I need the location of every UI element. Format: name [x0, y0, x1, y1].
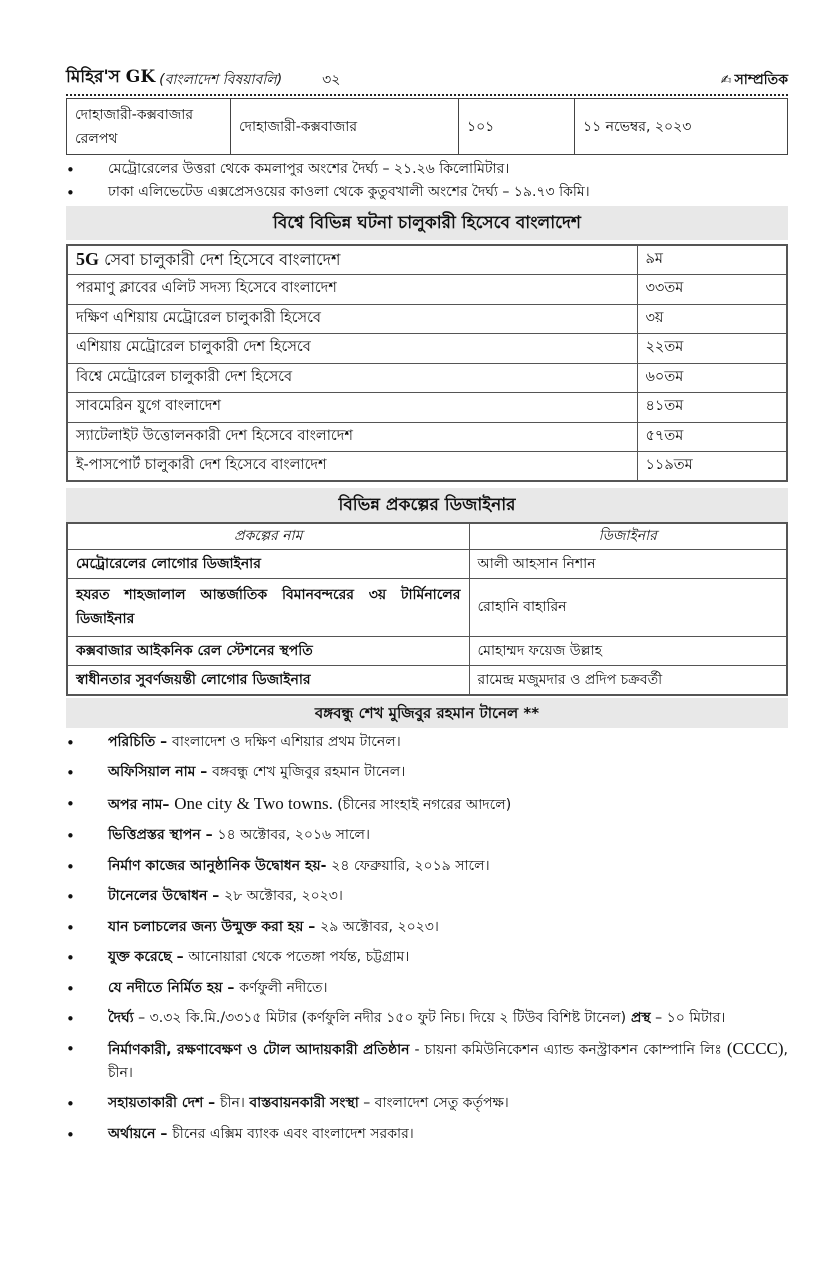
fact-key: টানেলের উদ্বোধন — [108, 888, 208, 904]
document-page — [66, 67, 788, 1153]
list-item: • টানেলের উদ্বোধন – ২৮ অক্টোবর, ২০২৩। — [66, 885, 788, 908]
list-item: • যান চলাচলের জন্য উন্মুক্ত করা হয় – ২৯ অক্টোবর, ২০২৩। — [66, 916, 788, 939]
fact-key: যান চলাচলের জন্য উন্মুক্ত করা হয় — [108, 918, 304, 935]
list-item: • সহায়তাকারী দেশ – চীন। বাস্তবায়নকারী সংস্থা – বাংলাদেশ সেতু কর্তৃপক্ষ। — [66, 1092, 788, 1115]
rank-value: ৬০তম — [637, 363, 787, 393]
section-label — [721, 68, 788, 92]
top-bullet-list — [66, 158, 788, 204]
fact-key: নির্মাণ কাজের আনুষ্ঠানিক উদ্বোধন হয় — [108, 857, 321, 874]
table-row — [67, 452, 787, 482]
rank-value: ২২তম — [637, 334, 787, 364]
fact-value: চীনের এক্সিম ব্যাংক এবং বাংলাদেশ সরকার। — [172, 1125, 414, 1142]
book-subtitle: (বাংলাদেশ বিষয়াবলি) — [159, 72, 283, 88]
list-item: • মেট্রোরেলের উত্তরা থেকে কমলাপুর অংশের দৈর্ঘ্য – ২১.২৬ কিলোমিটার। — [66, 158, 788, 181]
page-number: ৩২ — [322, 72, 341, 88]
rank-value: ৩৩তম — [637, 275, 787, 305]
fact-value-en: (CCCC) — [726, 1039, 784, 1058]
column-header-project: প্রকল্পের নাম — [67, 523, 469, 549]
list-item: • নির্মাণকারী, রক্ষণাবেক্ষণ ও টোল আদায়কারী প্রতিষ্ঠান - চায়না কমিউনিকেশন এ্যান্ড কনস্ট্রাকশন কোম্পানি লিঃ (CCCC), চীন। — [66, 1037, 788, 1085]
project-name: মেট্রোরেলের লোগোর ডিজাইনার — [67, 549, 469, 578]
fact-value: চীন। — [219, 1095, 250, 1111]
fact-key: পরিচিতি — [108, 733, 156, 750]
tunnel-facts-list — [66, 731, 788, 1146]
fact-value: ৩.৩২ কি.মি./৩৩১৫ মিটার (কর্ণফুলি নদীর ১৫০ ফুট নিচ। দিয়ে ২ টিউব বিশিষ্ট টানেল) — [149, 1010, 627, 1026]
fact-key: ভিত্তিপ্রস্তর স্থাপন — [108, 827, 201, 843]
designer-name: মোহাম্মদ ফয়েজ উল্লাহ — [469, 636, 787, 665]
table-row — [67, 99, 788, 155]
fact-value: (চীনের সাংহাই নগরের আদলে) — [332, 796, 512, 813]
table-row — [67, 275, 787, 305]
fact-value: ২৪ ফেব্রুয়ারি, ২০১৯ সালে। — [331, 857, 490, 874]
table-row — [67, 549, 787, 578]
fact-key-2: প্রস্থ — [626, 1010, 651, 1026]
railway-project: দোহাজারী-কক্সবাজার রেলপথ — [67, 99, 231, 155]
section-label-text: সাম্প্রতিক — [734, 72, 788, 88]
fact-key: অর্থায়নে — [108, 1125, 156, 1142]
rank-value: ৯ম — [637, 245, 787, 275]
rank-label: স্যাটেলাইট উত্তোলনকারী দেশ হিসেবে বাংলাদেশ — [67, 422, 637, 452]
section-heading-tunnel: বঙ্গবন্ধু শেখ মুজিবুর রহমান টানেল ** — [66, 698, 788, 728]
fact-value: ২৯ অক্টোবর, ২০২৩। — [320, 918, 439, 935]
designer-table — [66, 522, 788, 696]
page-header — [66, 67, 788, 96]
table-header-row — [67, 523, 787, 549]
fact-value: বাংলাদেশ ও দক্ষিণ এশিয়ার প্রথম টানেল। — [172, 733, 401, 750]
fact-value-2: – বাংলাদেশ সেতু কর্তৃপক্ষ। — [358, 1095, 509, 1111]
column-header-designer: ডিজাইনার — [469, 523, 787, 549]
project-name: স্বাধীনতার সুবর্ণজয়ন্তী লোগোর ডিজাইনার — [67, 665, 469, 695]
rank-label: 5G সেবা চালুকারী দেশ হিসেবে বাংলাদেশ — [67, 245, 637, 275]
fact-value-tail: , চীন। — [108, 1042, 788, 1081]
rank-label: এশিয়ায় মেট্রোরেল চালুকারী দেশ হিসেবে — [67, 334, 637, 364]
project-name: হযরত শাহজালাল আন্তর্জাতিক বিমানবন্দরের ৩য় টার্মিনালের ডিজাইনার — [67, 578, 469, 636]
rank-value: ৪১তম — [637, 393, 787, 423]
section-heading-rank: বিশ্বে বিভিন্ন ঘটনা চালুকারী হিসেবে বাংলাদেশ — [66, 206, 788, 240]
rank-value: ৫৭তম — [637, 422, 787, 452]
book-brand: মিহির'স GK — [66, 67, 156, 87]
table-row — [67, 636, 787, 665]
rank-label: বিশ্বে মেট্রোরেল চালুকারী দেশ হিসেবে — [67, 363, 637, 393]
rank-label: সাবমেরিন যুগে বাংলাদেশ — [67, 393, 637, 423]
designer-name: রোহানি বাহারিন — [469, 578, 787, 636]
fact-value-en: One city & Two towns. — [174, 793, 333, 813]
list-item: • যে নদীতে নির্মিত হয় – কর্ণফুলী নদীতে। — [66, 977, 788, 1000]
list-item: • পরিচিতি – বাংলাদেশ ও দক্ষিণ এশিয়ার প্রথম টানেল। — [66, 731, 788, 754]
fact-key: অপর নাম — [108, 796, 163, 813]
table-row — [67, 363, 787, 393]
list-item: • দৈর্ঘ্য – ৩.৩২ কি.মি./৩৩১৫ মিটার (কর্ণফুলি নদীর ১৫০ ফুট নিচ। দিয়ে ২ টিউব বিশিষ্ট টানেল) প্রস্থ – ১০ মিটার। — [66, 1007, 788, 1030]
fact-key: অফিসিয়াল নাম — [108, 764, 196, 780]
list-item: • ঢাকা এলিভেটেড এক্সপ্রেসওয়ের কাওলা থেকে কুতুবখালী অংশের দৈর্ঘ্য – ১৯.৭৩ কিমি। — [66, 181, 788, 204]
section-heading-designers: বিভিন্ন প্রকল্পের ডিজাইনার — [66, 488, 788, 522]
list-item: • নির্মাণ কাজের আনুষ্ঠানিক উদ্বোধন হয়- ২৪ ফেব্রুয়ারি, ২০১৯ সালে। — [66, 855, 788, 878]
table-row — [67, 245, 787, 275]
list-item: • যুক্ত করেছে – আনোয়ারা থেকে পতেঙ্গা পর্যন্ত, চট্টগ্রাম। — [66, 946, 788, 969]
table-row — [67, 665, 787, 695]
designer-name: আলী আহসান নিশান — [469, 549, 787, 578]
rank-label: ই-পাসপোর্ট চালুকারী দেশ হিসেবে বাংলাদেশ — [67, 452, 637, 482]
fact-key: যে নদীতে নির্মিত হয় — [108, 979, 223, 996]
fact-key: সহায়তাকারী দেশ — [108, 1095, 204, 1111]
rank-label: পরমাণু ক্লাবের এলিট সদস্য হিসেবে বাংলাদেশ — [67, 275, 637, 305]
table-row — [67, 578, 787, 636]
table-row — [67, 393, 787, 423]
rank-value: ৩য় — [637, 304, 787, 334]
fact-key: যুক্ত করেছে — [108, 949, 172, 965]
list-item: • অর্থায়নে – চীনের এক্সিম ব্যাংক এবং বাংলাদেশ সরকার। — [66, 1123, 788, 1146]
rank-value: ১১৯তম — [637, 452, 787, 482]
5g-label: 5G — [76, 248, 100, 269]
fact-value: কর্ণফুলী নদীতে। — [239, 979, 328, 996]
table-row — [67, 304, 787, 334]
project-name: কক্সবাজার আইকনিক রেল স্টেশনের স্থপতি — [67, 636, 469, 665]
table-row — [67, 334, 787, 364]
railway-route: দোহাজারী-কক্সবাজার — [231, 99, 459, 155]
list-item: • অপর নাম– One city & Two towns. (চীনের সাংহাই নগরের আদলে) — [66, 792, 788, 817]
railway-length: ১০১ — [459, 99, 575, 155]
fact-key: দৈর্ঘ্য — [108, 1010, 134, 1026]
list-item: • অফিসিয়াল নাম – বঙ্গবন্ধু শেখ মুজিবুর রহমান টানেল। — [66, 761, 788, 784]
table-row — [67, 422, 787, 452]
rank-table — [66, 244, 788, 482]
fact-value-2: – ১০ মিটার। — [650, 1010, 726, 1026]
fact-key-2: বাস্তবায়নকারী সংস্থা — [249, 1095, 359, 1111]
designer-name: রামেন্দ্র মজুমদার ও প্রদিপ চক্রবর্তী — [469, 665, 787, 695]
fact-value: আনোয়ারা থেকে পতেঙ্গা পর্যন্ত, চট্টগ্রাম। — [188, 949, 410, 965]
pen-writing-icon: ✍ — [720, 72, 732, 88]
fact-value: চায়না কমিউনিকেশন এ্যান্ড কনস্ট্রাকশন কোম্পানি লিঃ — [424, 1042, 727, 1058]
fact-value: ১৪ অক্টোবর, ২০১৬ সালে। — [217, 827, 370, 843]
fact-value: বঙ্গবন্ধু শেখ মুজিবুর রহমান টানেল। — [212, 764, 406, 780]
fact-value: ২৮ অক্টোবর, ২০২৩। — [224, 888, 343, 904]
fact-key: নির্মাণকারী, রক্ষণাবেক্ষণ ও টোল আদায়কারী প্রতিষ্ঠান — [108, 1042, 410, 1058]
list-item: • ভিত্তিপ্রস্তর স্থাপন – ১৪ অক্টোবর, ২০১৬ সালে। — [66, 824, 788, 847]
railway-date: ১১ নভেম্বর, ২০২৩ — [575, 99, 788, 155]
railway-table — [66, 98, 788, 155]
rank-label: দক্ষিণ এশিয়ায় মেট্রোরেল চালুকারী হিসেবে — [67, 304, 637, 334]
